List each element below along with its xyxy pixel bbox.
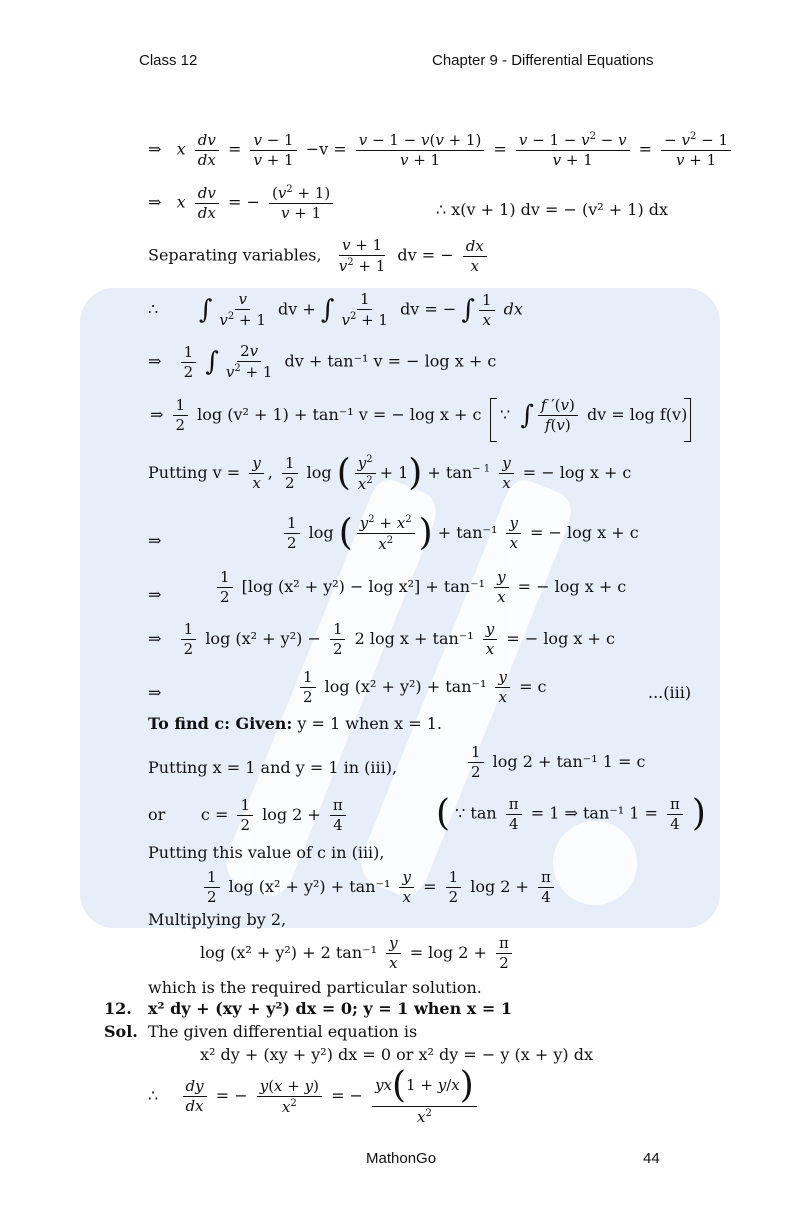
header-class: Class 12 <box>139 52 198 69</box>
row-13: or c = $\frac{1}{2}$ log 2 + $\frac{\pi}{4}$ <box>148 798 350 833</box>
bracket-left <box>490 398 497 442</box>
solution-label: Sol. <box>104 1022 138 1041</box>
row-7: Putting v = $\frac{y}{x}$ , $\frac{1}{2}$ log ( $\frac{y^2}{x^2}$ + $1) + \tan^{- 1}$ $\frac{y}{x}$ = − log x + c <box>148 452 632 494</box>
solution-text: The given differential equation is <box>148 1022 418 1041</box>
row-9-implies: ⇒ <box>148 585 162 604</box>
row-3: Separating variables, $\frac{v + 1}{v^2 + 1}$ dv = − $\frac{dx}{x}$ <box>148 238 491 274</box>
row-10: ⇒ $\frac{1}{2}$ log (x² + y²) − $\frac{1}{2}$ 2 log x + tan⁻¹ $\frac{y}{x}$ = − log x + c <box>148 620 615 658</box>
row-6: ⇒ $\frac{1}{2}$ log (v² + 1) + tan⁻¹ v = − log x + c <box>150 396 482 434</box>
row-6-bracket: ∵ ∫ $\frac{f '(v)}{f(v)}$ dv = log f(v) <box>500 396 688 434</box>
footer-brand: MathonGo <box>366 1150 437 1167</box>
row-12: $\frac{1}{2}$ log 2 + tan⁻¹ 1 = c <box>464 745 645 780</box>
row-1: ⇒ x $\frac{dv}{dx}$ = $\frac{v - 1}{v + 1}$ −v = $\frac{v - 1 - v(v + 1)}{v + 1}$ = $\frac{v - 1 - v^2 - v}{v + 1}$ = $\frac{- v^2 - 1}{v + 1}$ <box>148 132 735 168</box>
question-number: 12. <box>104 999 132 1018</box>
question-text: x² dy + (xy + y²) dx = 0; y = 1 when x = 1 <box>148 999 512 1018</box>
multiplying-label: Multiplying by 2, <box>148 910 287 929</box>
putting-xy-label: Putting x = 1 and y = 1 in (iii), <box>148 758 398 777</box>
row-15: log (x² + y²) + 2 tan⁻¹ $\frac{y}{x}$ = log 2 + $\frac{\pi}{2}$ <box>200 936 516 971</box>
row-last: ∴ $\frac{dy}{dx}$ = − $\frac{y(x + y)}{x^2}$ = − $\frac{yx(1 + y/x)}{x^2}$ <box>148 1068 481 1125</box>
row-11: $\frac{1}{2}$ log (x² + y²) + tan⁻¹ $\frac{y}{x}$ = c <box>296 670 547 705</box>
row-11-implies: ⇒ <box>148 683 162 702</box>
row-14: $\frac{1}{2}$ log (x² + y²) + tan⁻¹ $\frac{y}{x}$ = $\frac{1}{2}$ log 2 + $\frac{\pi}{4}$ <box>200 870 558 905</box>
bracket-right <box>684 398 691 442</box>
row-4: ∴ ∫ $\frac{v}{v^2 + 1}$ dv + ∫ $\frac{1}{v^2 + 1}$ dv = − ∫ $\frac{1}{x}$ dx <box>148 290 523 329</box>
row-8: $\frac{1}{2}$ log ( $\frac{y^2 + x^2}{x^2}$ ) + tan⁻¹ $\frac{y}{x}$ = − log x + c <box>280 515 639 552</box>
solution-equation: x² dy + (xy + y²) dx = 0 or x² dy = − y (x + y) dx <box>200 1045 593 1064</box>
row-5: ⇒ $\frac{1}{2}$ ∫ $\frac{2v}{v^2 + 1}$ dv + tan⁻¹ v = − log x + c <box>148 342 497 381</box>
find-c-line: To find c: Given: y = 1 when x = 1. <box>148 714 443 733</box>
row-2-tail: ∴ x(v + 1) dv = − (v² + 1) dx <box>436 200 669 219</box>
footer-page-number: 44 <box>643 1150 660 1167</box>
row-8-implies: ⇒ <box>148 531 162 550</box>
row-2: ⇒ x $\frac{dv}{dx}$ = − $\frac{(v^2 + 1)}{v + 1}$ <box>148 185 337 221</box>
header-chapter: Chapter 9 - Differential Equations <box>432 52 654 69</box>
equation-ref-iii: ...(iii) <box>648 683 692 702</box>
putting-c-label: Putting this value of c in (iii), <box>148 843 385 862</box>
row-13-bracket: ( ∵ tan $\frac{\pi}{4}$ = 1 ⇒ tan⁻¹ 1 = $\frac{\pi}{4}$ ) <box>436 793 706 834</box>
row-9: $\frac{1}{2}$ [log (x² + y²) − log x²] + tan⁻¹ $\frac{y}{x}$ = − log x + c <box>213 570 626 605</box>
required-text: which is the required particular solution. <box>148 978 482 997</box>
